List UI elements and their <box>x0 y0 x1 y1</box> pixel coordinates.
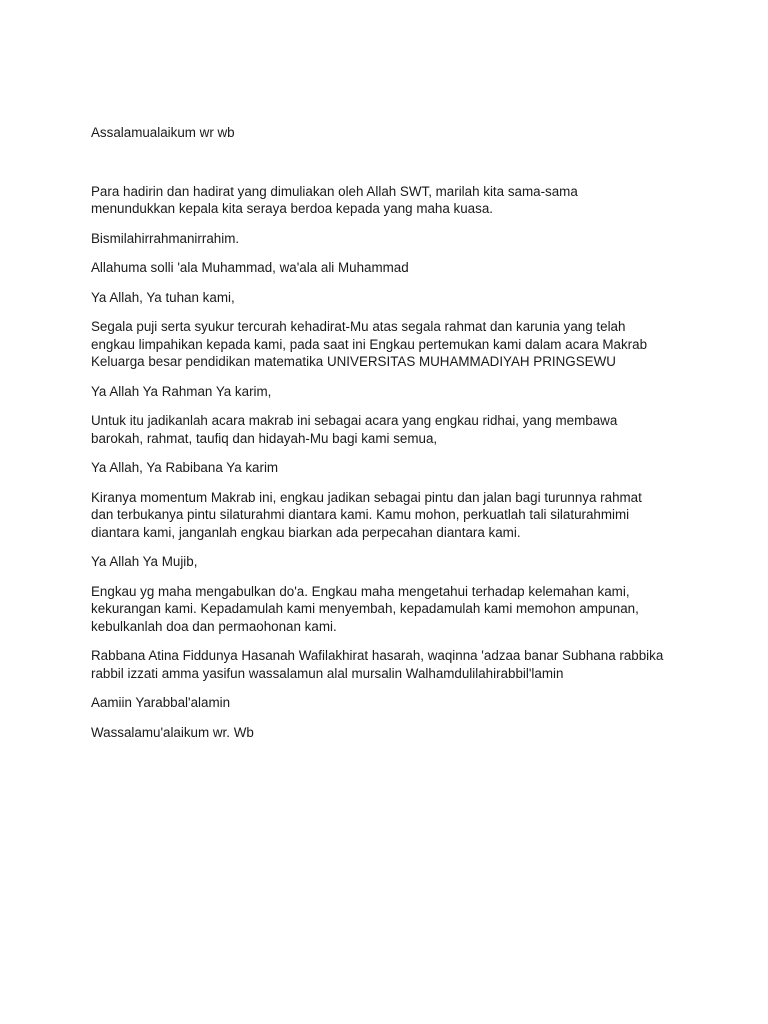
amen-paragraph: Aamiin Yarabbal'alamin <box>91 695 231 710</box>
text-line: Untuk itu jadikanlah acara makrab ini sebagai acara yang engkau ridhai, yang membawa <box>91 413 618 428</box>
request-paragraph <box>91 412 691 447</box>
text-line: Para hadirin dan hadirat yang dimuliakan oleh Allah SWT, marilah kita sama-sama <box>91 183 578 199</box>
text-line: engkau limpahikan kepada kami, pada saat ini Engkau pertemukan kami dalam acara Makrab <box>91 336 648 352</box>
text-line: dan terbukanya pintu silaturahmi diantara kami. Kamu mohon, perkuatlah tali silaturahmimi <box>91 507 630 522</box>
basmalah-paragraph: Bismilahirrahmanirrahim. <box>91 230 240 246</box>
document-page <box>91 124 691 753</box>
praise-paragraph <box>91 318 691 371</box>
text-line: Rabbana Atina Fiddunya Hasanah Wafilakhirat hasarah, waqinna 'adzaa banar Subhana rabbika <box>91 648 664 663</box>
text-line: Keluarga besar pendidikan matematika UNIVERSITAS MUHAMMADIYAH PRINGSEWU <box>91 354 616 369</box>
text-line: rabbil izzati amma yasifun wassalamun alal mursalin Walhamdulilahirabbil'lamin <box>91 665 564 681</box>
hope-paragraph <box>91 489 691 542</box>
closing-prayer-paragraph <box>91 647 691 682</box>
invocation-paragraph: Ya Allah Ya Rahman Ya karim, <box>91 383 272 399</box>
text-line: barokah, rahmat, taufiq dan hidayah-Mu bagi kami semua, <box>91 430 438 446</box>
intro-paragraph <box>91 183 691 218</box>
text-line: diantara kami, janganlah engkau biarkan ada perpecahan diantara kami. <box>91 524 521 540</box>
plea-paragraph <box>91 583 691 636</box>
text-line: kekurangan kami. Kepadamulah kami menyembah, kepadamulah kami memohon ampunan, <box>91 601 639 616</box>
text-line: menundukkan kepala kita seraya berdoa kepada yang maha kuasa. <box>91 201 493 216</box>
invocation-paragraph: Ya Allah, Ya Rabibana Ya karim <box>91 460 279 475</box>
invocation-paragraph: Ya Allah Ya Mujib, <box>91 554 198 569</box>
text-line: Engkau yg maha mengabulkan do'a. Engkau maha mengetahui terhadap kelemahan kami, <box>91 583 630 599</box>
text-line: kebulkanlah doa dan permaohonan kami. <box>91 618 337 634</box>
text-line: Kiranya momentum Makrab ini, engkau jadikan sebagai pintu dan jalan bagi turunnya rahmat <box>91 489 642 505</box>
text-line: Segala puji serta syukur tercurah kehadirat-Mu atas segala rahmat dan karunia yang telah <box>91 319 626 334</box>
invocation-paragraph: Ya Allah, Ya tuhan kami, <box>91 289 235 305</box>
closing-greeting: Wassalamu'alaikum wr. Wb <box>91 724 254 740</box>
salawat-paragraph: Allahuma solli 'ala Muhammad, wa'ala ali Muhammad <box>91 260 409 275</box>
opening-greeting: Assalamualaikum wr wb <box>91 125 235 140</box>
